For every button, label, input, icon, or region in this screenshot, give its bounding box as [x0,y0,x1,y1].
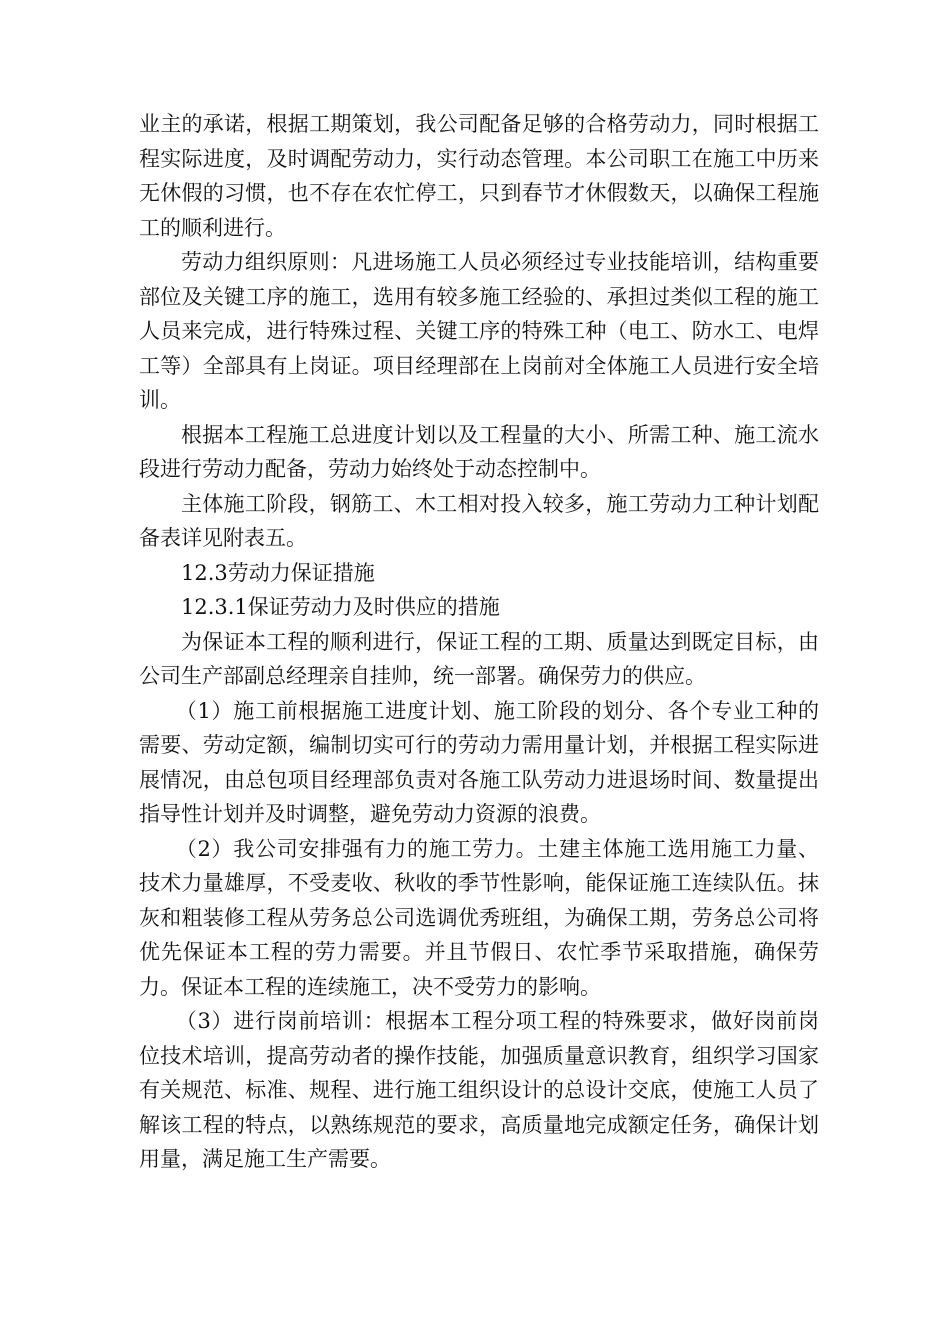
list-item-2: （2）我公司安排强有力的施工劳力。土建主体施工选用施工力量、技术力量雄厚，不受麦收、秋收的季节性影响，能保证施工连续队伍。抹灰和粗装修工程从劳务总公司选调优秀班组，为确保工期，劳务总公司将优先保证本工程的劳力需要。并且节假日、农忙季节采取措施，确保劳力。保证本工程的连续施工，决不受劳力的影响。 [139,836,819,999]
section-heading-12-3: 12.3劳动力保证措施 [181,560,375,585]
paragraph-intro: 为保证本工程的顺利进行，保证工程的工期、质量达到既定目标，由公司生产部副总经理亲自挂帅，统一部署。确保劳力的供应。 [139,629,819,688]
paragraph-continuation: 业主的承诺，根据工期策划，我公司配备足够的合格劳动力，同时根据工程实际进度，及时调配劳动力，实行动态管理。本公司职工在施工中历来无休假的习惯，也不存在农忙停工，只到春节才休假数天，以确保工程施工的顺利进行。 [139,112,819,240]
paragraph-main-construction: 主体施工阶段，钢筋工、木工相对投入较多，施工劳动力工种计划配备表详见附表五。 [139,491,819,550]
paragraph-labor-allocation: 根据本工程施工总进度计划以及工程量的大小、所需工种、施工流水段进行劳动力配备，劳动力始终处于动态控制中。 [139,422,819,481]
list-item-1: （1）施工前根据施工进度计划、施工阶段的划分、各个专业工种的需要、劳动定额，编制切实可行的劳动力需用量计划，并根据工程实际进展情况，由总包项目经理部负责对各施工队劳动力进退场时间、数量提出指导性计划并及时调整，避免劳动力资源的浪费。 [139,698,819,826]
list-item-3: （3）进行岗前培训：根据本工程分项工程的特殊要求，做好岗前岗位技术培训，提高劳动者的操作技能，加强质量意识教育，组织学习国家有关规范、标准、规程、进行施工组织设计的总设计交底，使施工人员了解该工程的特点，以熟练规范的要求，高质量地完成额定任务，确保计划用量，满足施工生产需要。 [139,1009,819,1171]
paragraph-labor-organization: 劳动力组织原则：凡进场施工人员必须经过专业技能培训，结构重要部位及关键工序的施工，选用有较多施工经验的、承担过类似工程的施工人员来完成，进行特殊过程、关键工序的特殊工种（电工、防水工、电焊工等）全部具有上岗证。项目经理部在上岗前对全体施工人员进行安全培训。 [139,250,819,412]
document-body [139,107,819,1177]
section-heading-12-3-1: 12.3.1保证劳动力及时供应的措施 [181,595,500,619]
